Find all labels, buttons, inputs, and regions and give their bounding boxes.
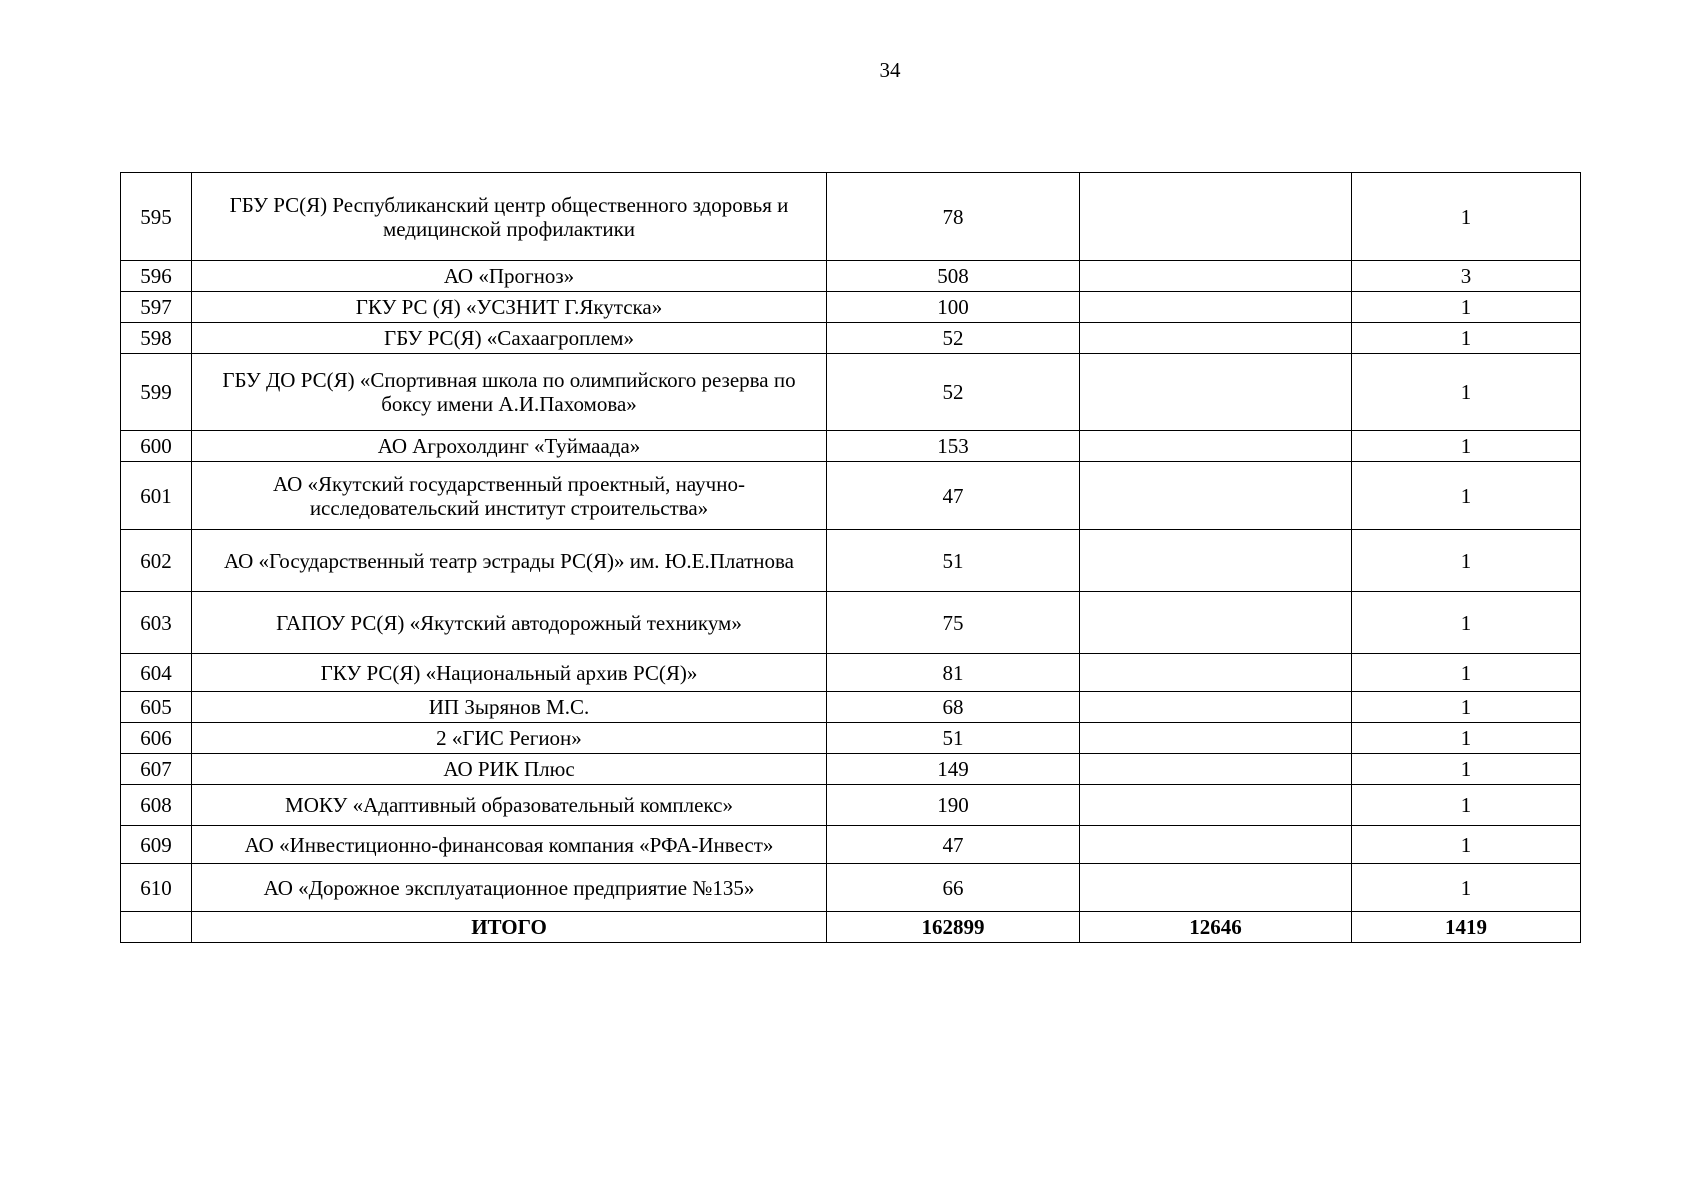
value-cell-c: 1	[1352, 654, 1581, 692]
value-cell-c: 1	[1352, 723, 1581, 754]
value-cell-c: 1	[1352, 785, 1581, 826]
value-cell-c: 1	[1352, 826, 1581, 864]
row-number-cell: 601	[121, 462, 192, 530]
value-cell-c: 1	[1352, 592, 1581, 654]
value-cell-c: 1	[1352, 292, 1581, 323]
organization-name-cell: АО «Дорожное эксплуатационное предприятие №135»	[192, 864, 827, 912]
value-cell-a: 52	[827, 354, 1080, 431]
value-cell-b	[1080, 864, 1352, 912]
organization-name-cell: АО РИК Плюс	[192, 754, 827, 785]
value-cell-b	[1080, 692, 1352, 723]
value-cell-a: 508	[827, 261, 1080, 292]
value-cell-a: 47	[827, 826, 1080, 864]
organization-name-cell: АО «Инвестиционно-финансовая компания «РФА-Инвест»	[192, 826, 827, 864]
organization-name-cell: 2 «ГИС Регион»	[192, 723, 827, 754]
value-cell-c: 1	[1352, 431, 1581, 462]
table-row	[121, 864, 1581, 912]
table-row	[121, 431, 1581, 462]
organization-name-cell: ГБУ РС(Я) Республиканский центр общественного здоровья и медицинской профилактики	[192, 173, 827, 261]
value-cell-b	[1080, 654, 1352, 692]
value-cell-b	[1080, 261, 1352, 292]
value-cell-a: 78	[827, 173, 1080, 261]
total-value-a: 162899	[827, 912, 1080, 943]
value-cell-a: 149	[827, 754, 1080, 785]
value-cell-a: 51	[827, 530, 1080, 592]
value-cell-b	[1080, 592, 1352, 654]
table-row	[121, 530, 1581, 592]
organization-name-cell: ИП Зырянов М.С.	[192, 692, 827, 723]
organization-name-cell: МОКУ «Адаптивный образовательный комплекс»	[192, 785, 827, 826]
value-cell-c: 1	[1352, 530, 1581, 592]
table-row	[121, 292, 1581, 323]
value-cell-c: 1	[1352, 323, 1581, 354]
row-number-cell: 597	[121, 292, 192, 323]
value-cell-b	[1080, 292, 1352, 323]
table-row	[121, 354, 1581, 431]
value-cell-a: 81	[827, 654, 1080, 692]
table-row	[121, 323, 1581, 354]
data-table	[120, 172, 1581, 943]
organization-name-cell: АО «Прогноз»	[192, 261, 827, 292]
value-cell-c: 1	[1352, 864, 1581, 912]
total-row	[121, 912, 1581, 943]
row-number-cell: 610	[121, 864, 192, 912]
total-number-cell	[121, 912, 192, 943]
value-cell-a: 66	[827, 864, 1080, 912]
row-number-cell: 596	[121, 261, 192, 292]
table-row	[121, 754, 1581, 785]
value-cell-b	[1080, 354, 1352, 431]
value-cell-a: 47	[827, 462, 1080, 530]
table-row	[121, 173, 1581, 261]
value-cell-c: 1	[1352, 173, 1581, 261]
table-row	[121, 261, 1581, 292]
table-row	[121, 692, 1581, 723]
value-cell-b	[1080, 785, 1352, 826]
value-cell-a: 52	[827, 323, 1080, 354]
organization-name-cell: ГБУ ДО РС(Я) «Спортивная школа по олимпийского резерва по боксу имени А.И.Пахомова»	[192, 354, 827, 431]
value-cell-c: 1	[1352, 462, 1581, 530]
row-number-cell: 598	[121, 323, 192, 354]
organization-name-cell: ГБУ РС(Я) «Сахаагроплем»	[192, 323, 827, 354]
value-cell-b	[1080, 431, 1352, 462]
total-value-b: 12646	[1080, 912, 1352, 943]
organization-name-cell: АО «Якутский государственный проектный, научно-исследовательский институт строительства»	[192, 462, 827, 530]
value-cell-b	[1080, 826, 1352, 864]
value-cell-a: 190	[827, 785, 1080, 826]
value-cell-b	[1080, 530, 1352, 592]
row-number-cell: 602	[121, 530, 192, 592]
value-cell-c: 3	[1352, 261, 1581, 292]
table-row	[121, 654, 1581, 692]
row-number-cell: 600	[121, 431, 192, 462]
organization-name-cell: АО «Государственный театр эстрады РС(Я)» им. Ю.Е.Платнова	[192, 530, 827, 592]
table-row	[121, 592, 1581, 654]
row-number-cell: 606	[121, 723, 192, 754]
value-cell-c: 1	[1352, 754, 1581, 785]
table-row	[121, 826, 1581, 864]
organization-name-cell: АО Агрохолдинг «Туймаада»	[192, 431, 827, 462]
total-value-c: 1419	[1352, 912, 1581, 943]
organization-name-cell: ГКУ РС (Я) «УСЗНИТ Г.Якутска»	[192, 292, 827, 323]
value-cell-b	[1080, 754, 1352, 785]
value-cell-b	[1080, 173, 1352, 261]
table-row	[121, 462, 1581, 530]
organization-name-cell: ГКУ РС(Я) «Национальный архив РС(Я)»	[192, 654, 827, 692]
table-row	[121, 785, 1581, 826]
value-cell-a: 153	[827, 431, 1080, 462]
value-cell-b	[1080, 462, 1352, 530]
table-row	[121, 723, 1581, 754]
page-number: 34	[879, 58, 901, 82]
row-number-cell: 605	[121, 692, 192, 723]
row-number-cell: 595	[121, 173, 192, 261]
organization-name-cell: ГАПОУ РС(Я) «Якутский автодорожный техникум»	[192, 592, 827, 654]
value-cell-a: 51	[827, 723, 1080, 754]
value-cell-a: 68	[827, 692, 1080, 723]
row-number-cell: 604	[121, 654, 192, 692]
total-label: ИТОГО	[192, 912, 827, 943]
row-number-cell: 607	[121, 754, 192, 785]
value-cell-b	[1080, 723, 1352, 754]
row-number-cell: 609	[121, 826, 192, 864]
value-cell-a: 100	[827, 292, 1080, 323]
value-cell-c: 1	[1352, 692, 1581, 723]
row-number-cell: 603	[121, 592, 192, 654]
value-cell-b	[1080, 323, 1352, 354]
row-number-cell: 608	[121, 785, 192, 826]
value-cell-a: 75	[827, 592, 1080, 654]
value-cell-c: 1	[1352, 354, 1581, 431]
row-number-cell: 599	[121, 354, 192, 431]
